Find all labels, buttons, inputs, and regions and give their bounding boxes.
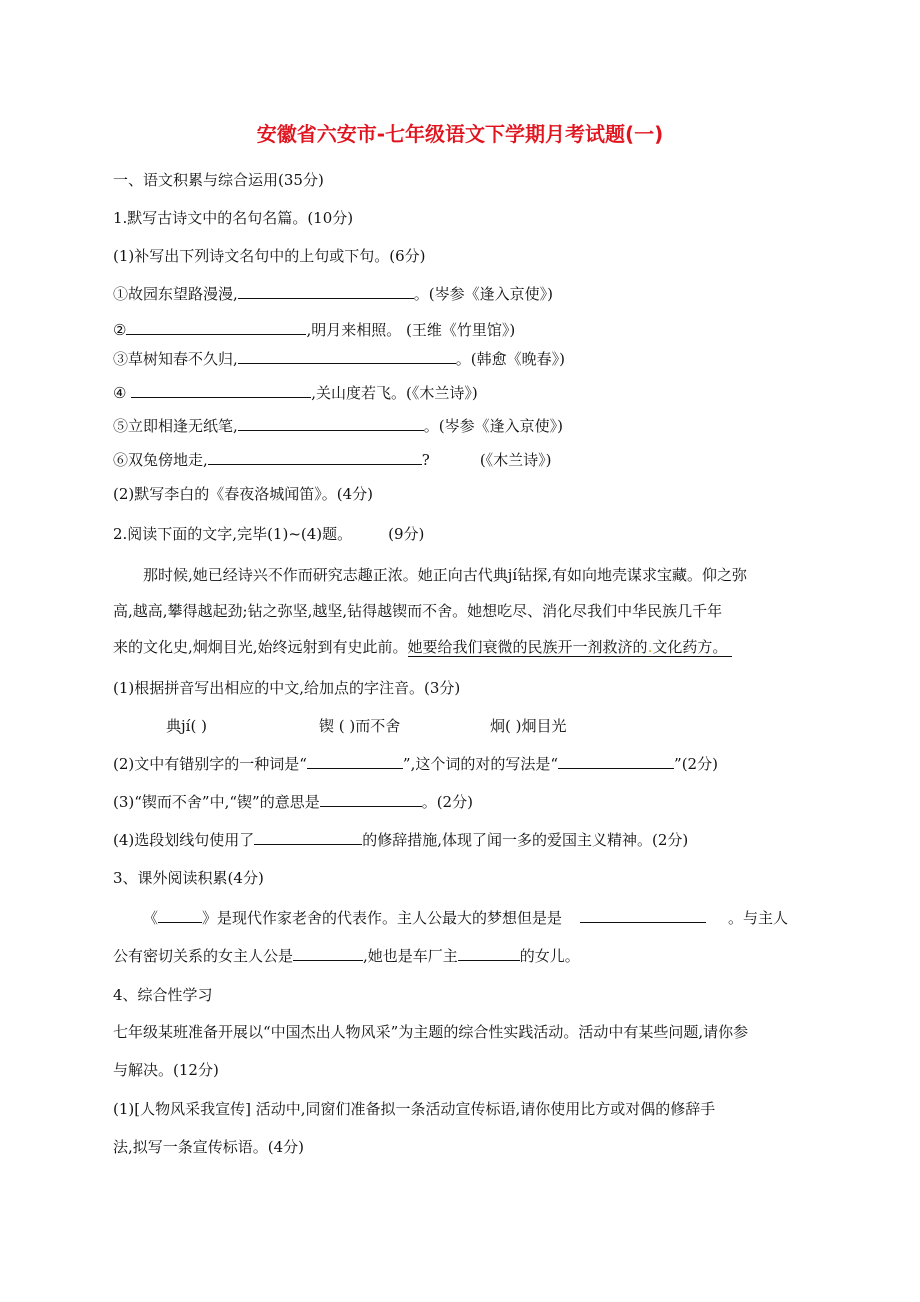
answer-blank[interactable] (254, 830, 362, 845)
passage-line: 来的文化史,炯炯目光,始终远射到有史此前。她要给我们衰微的民族开一剂救济的.文化药方。 (113, 637, 732, 657)
answer-blank[interactable] (458, 946, 520, 961)
question-1-sub1: (1)补写出下列诗文名句中的上句或下句。(6分) (113, 247, 426, 265)
answer-blank[interactable] (320, 792, 422, 807)
recite-item: ⑤立即相逢无纸笔, 。(岑参《逢入京使》) (113, 417, 563, 435)
question-4-part1: 法,拟写一条宣传标语。(4分) (113, 1138, 305, 1156)
answer-blank[interactable] (580, 908, 706, 923)
pinyin-item: 炯( )炯目光 (490, 717, 567, 735)
pinyin-item: 典jí( ) (166, 717, 207, 735)
answer-blank[interactable] (208, 450, 422, 465)
reading-line: 公有密切关系的女主人公是 ,她也是车厂主 的女儿。 (113, 947, 580, 965)
passage-line: 高,越高,攀得越起劲;钻之弥坚,越坚,钻得越锲而不舍。她想吃尽、消化尽我们中华民族几千年 (113, 602, 723, 620)
question-4-intro: 与解决。(12分) (113, 1061, 219, 1079)
recite-item: ⑥双兔傍地走, ? (《木兰诗》) (113, 451, 552, 469)
answer-blank[interactable] (238, 284, 414, 299)
question-1-sub2: (2)默写李白的《春夜洛城闻笛》。(4分) (113, 485, 373, 503)
answer-blank[interactable] (238, 416, 424, 431)
pinyin-item: 锲 ( )而不舍 (319, 717, 401, 735)
question-1-heading: 1.默写古诗文中的名句名篇。(10分) (113, 209, 354, 227)
answer-blank[interactable] (558, 754, 674, 769)
answer-blank[interactable] (126, 320, 306, 335)
underlined-sentence: 她要给我们衰微的民族开一剂救济的.文化药方。 (408, 638, 733, 657)
recite-item: ④ ,关山度若飞。(《木兰诗》) (113, 384, 478, 402)
answer-blank[interactable] (293, 946, 363, 961)
section-heading: 一、语文积累与综合运用(35分) (113, 171, 324, 189)
question-2-sub2: (2)文中有错别字的一种词是“ ”,这个词的对的写法是“ ”(2分) (113, 755, 718, 773)
answer-blank[interactable] (307, 754, 403, 769)
answer-blank[interactable] (238, 349, 456, 364)
passage-line: 那时候,她已经诗兴不作而研究志趣正浓。她正向古代典jí钻探,有如向地壳谋求宝藏。仰之弥 (143, 566, 747, 584)
recite-item: ①故园东望路漫漫, 。(岑参《逢入京使》) (113, 285, 553, 303)
reading-line: 《 》是现代作家老舍的代表作。主人公最大的梦想但是是 。与主人 (143, 909, 789, 927)
question-3-heading: 3、课外阅读积累(4分) (113, 869, 264, 887)
question-4-intro: 七年级某班准备开展以“中国杰出人物风采”为主题的综合性实践活动。活动中有某些问题,请你参 (113, 1023, 749, 1041)
question-2-sub3: (3)“锲而不舍”中,“锲”的意思是 。(2分) (113, 793, 473, 811)
answer-blank[interactable] (158, 908, 202, 923)
question-2-heading: 2.阅读下面的文字,完毕(1)~(4)题。 (9分) (113, 525, 425, 543)
recite-item: ③草树知春不久归, 。(韩愈《晚春》) (113, 350, 565, 368)
answer-blank[interactable] (131, 383, 311, 398)
page-title: 安徽省六安市-七年级语文下学期月考试题(一) (256, 122, 664, 146)
question-4-heading: 4、综合性学习 (113, 986, 213, 1004)
question-2-sub4: (4)选段划线句使用了 的修辞措施,体现了闻一多的爱国主义精神。(2分) (113, 831, 689, 849)
recite-item: ② ,明月来相照。 (王维《竹里馆》) (113, 321, 516, 339)
question-2-sub1: (1)根据拼音写出相应的中文,给加点的字注音。(3分) (113, 679, 461, 697)
question-4-part1: (1)[人物风采我宣传] 活动中,同窗们准备拟一条活动宣传标语,请你使用比方或对偶的修辞手 (113, 1100, 716, 1118)
